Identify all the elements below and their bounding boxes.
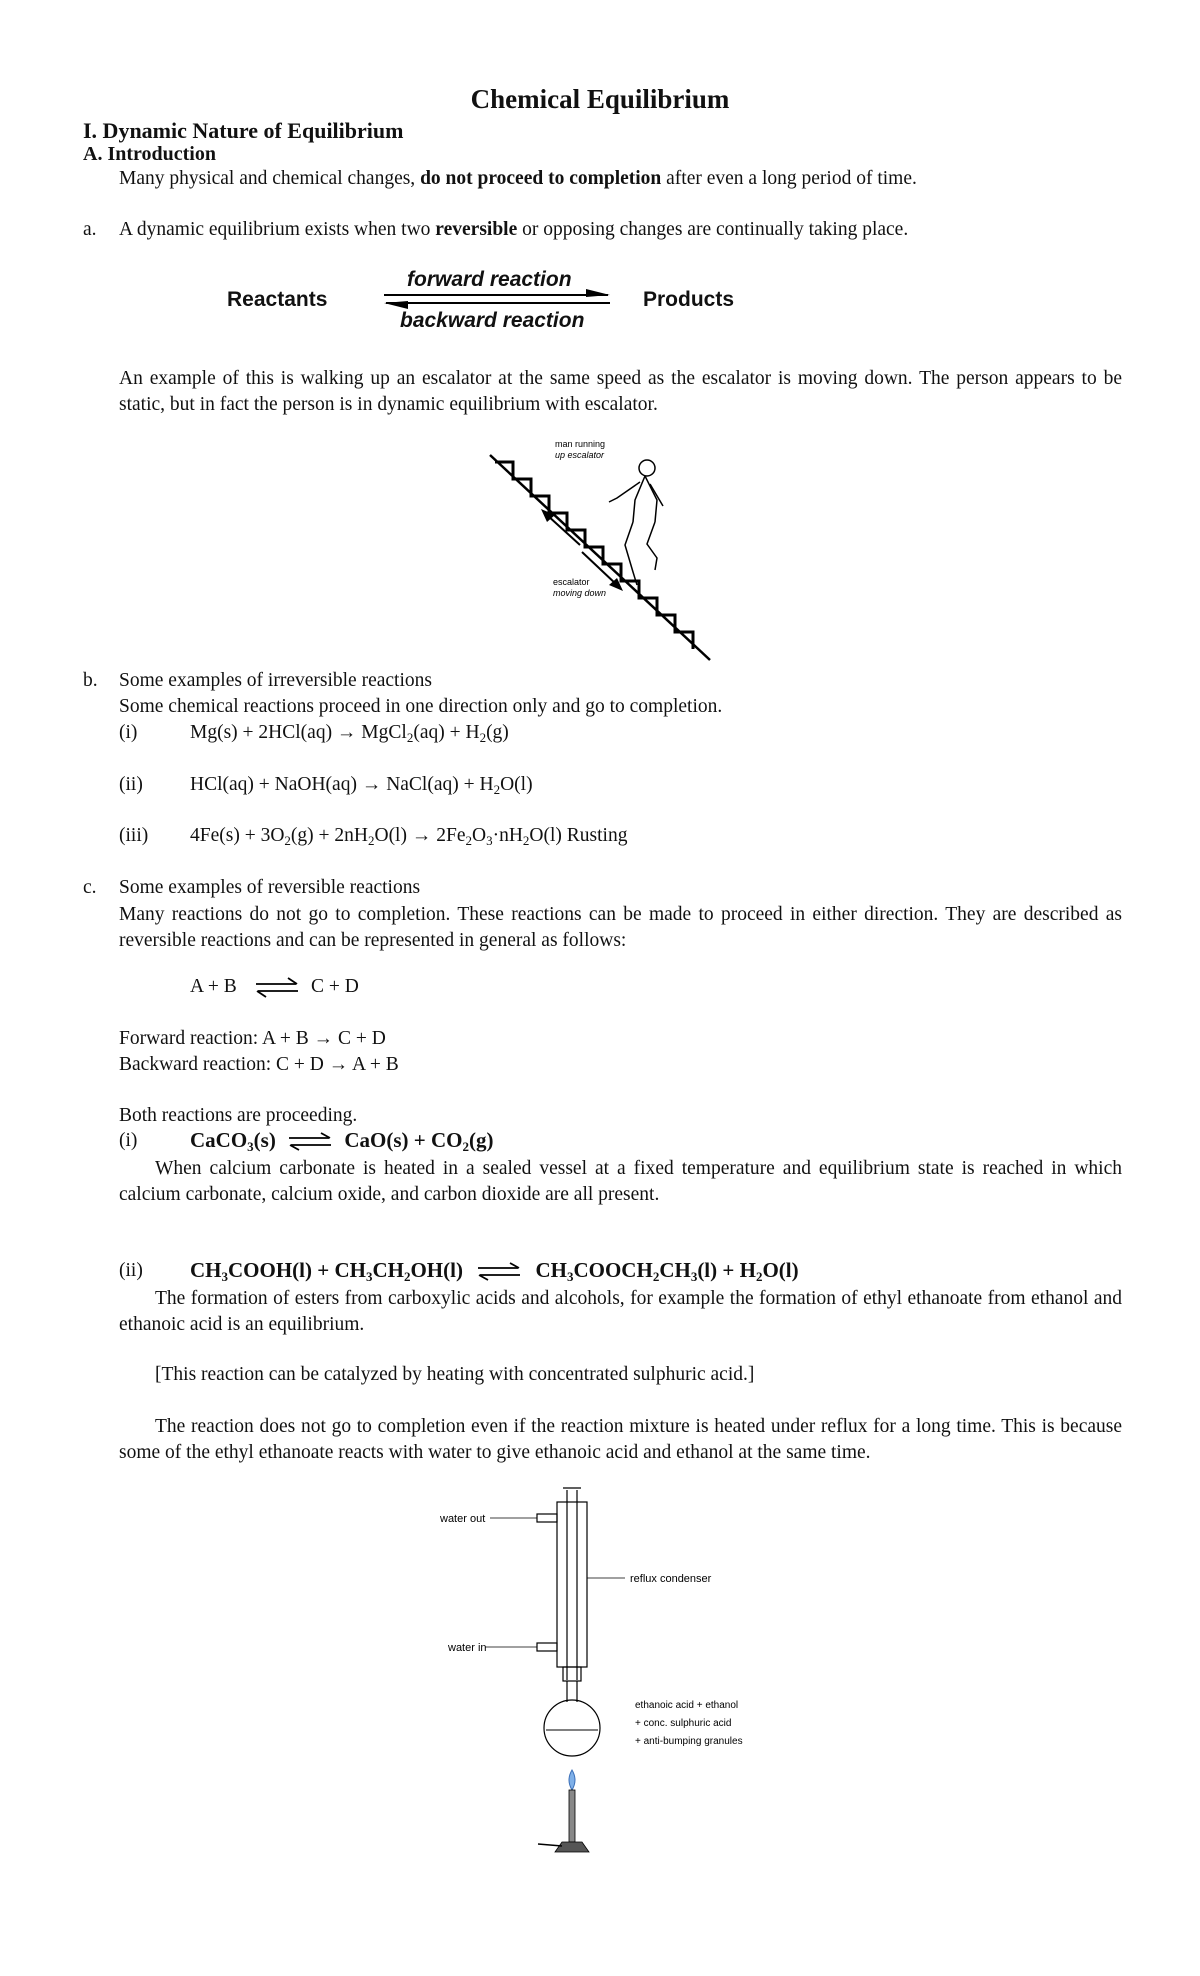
- point-c-marker: c.: [83, 877, 97, 898]
- contents-label-3: + anti-bumping granules: [635, 1736, 743, 1747]
- example-ii-note: [This reaction can be catalyzed by heating with concentrated sulphuric acid.]: [155, 1364, 755, 1385]
- forward-reaction-label: forward reaction: [407, 268, 572, 291]
- both-reactions-line: Both reactions are proceeding.: [119, 1105, 358, 1126]
- example-ii-arrows: [476, 1262, 522, 1282]
- intro-text: [119, 168, 917, 190]
- irreversible-reaction-2: HCl(aq) + NaOH(aq) → NaCl(aq) + $H_2O(l)$: [190, 774, 533, 797]
- point-a-marker: a.: [83, 219, 97, 240]
- forward-reaction-line: Forward reaction: A + B → C + D: [119, 1028, 386, 1049]
- backward-reaction-line: Backward reaction: C + D → A + B: [119, 1054, 399, 1075]
- svg-text:up escalator: up escalator: [555, 450, 605, 460]
- intro-text-bold: do not proceed to completion: [420, 168, 662, 189]
- intro-text-post: after even a long period of time.: [661, 168, 917, 189]
- example-i-equation: CaCO$_3$(s) $CaO(s) + CO_2(g)$: [190, 1128, 494, 1154]
- equilibrium-arrows: [380, 288, 615, 310]
- water-in-label: water in: [448, 1642, 487, 1654]
- point-a-post: or opposing changes are continually taking place.: [517, 219, 909, 240]
- svg-text:moving down: moving down: [553, 588, 607, 598]
- svg-text:man running: man running: [555, 440, 606, 449]
- reflux-figure: [430, 1480, 770, 1880]
- general-left: A + B: [190, 976, 237, 997]
- condenser-label: reflux condenser: [630, 1573, 712, 1585]
- example-i-arrows: [287, 1132, 333, 1152]
- general-right: C + D: [311, 976, 359, 997]
- point-c-heading: Some examples of reversible reactions: [119, 877, 421, 898]
- example-ii-text: The formation of esters from carboxylic acids and alcohols, for example the formation of ethyl ethanoate from ethanol and ethanoic acid is an equilibrium.: [119, 1288, 1122, 1335]
- example-i-num: (i): [119, 1130, 138, 1151]
- point-c-text: Many reactions do not go to completion. These reactions can be made to proceed in either direction. They are described as reversible reactions and can be represented in general as follows:: [119, 904, 1122, 951]
- rusting-label: Rusting: [561, 825, 628, 846]
- contents-label-2: + conc. sulphuric acid: [635, 1718, 732, 1729]
- reactants-label: Reactants: [227, 288, 328, 311]
- irreversible-reaction-3: $4Fe(s) + 3O_2(g) + 2nH_2O(l) \to 2Fe_2O_3\cdot nH_2O(l)$ Rusting: [190, 825, 628, 848]
- example-ii-closing: The reaction does not go to completion even if the reaction mixture is heated under reflux for a long time. This is because some of the ethyl ethanoate reacts with water to give ethanoic acid and ethanol at the same time.: [119, 1416, 1122, 1463]
- svg-text:escalator: escalator: [553, 577, 590, 587]
- water-out-label: water out: [440, 1513, 486, 1525]
- point-a-pre: A dynamic equilibrium exists when two: [119, 219, 436, 240]
- escalator-text: An example of this is walking up an escalator at the same speed as the escalator is moving down. The person appears to be static, but in fact the person is in dynamic equilibrium with escalator.: [119, 368, 1122, 415]
- point-b-heading: Some examples of irreversible reactions: [119, 670, 432, 691]
- page-title: Chemical Equilibrium: [470, 84, 730, 114]
- general-equilibrium-arrows: [254, 976, 300, 998]
- section-heading: I. Dynamic Nature of Equilibrium: [83, 118, 404, 143]
- point-a-text: [119, 219, 908, 241]
- point-b-marker: b.: [83, 670, 98, 691]
- point-a-bold: reversible: [435, 219, 518, 240]
- intro-text-pre: Many physical and chemical changes,: [119, 168, 421, 189]
- backward-reaction-label: backward reaction: [400, 309, 585, 332]
- example-ii-num: (ii): [119, 1260, 143, 1281]
- irreversible-reaction-2-num: (ii): [119, 774, 143, 795]
- subsection-heading: A. Introduction: [83, 143, 216, 165]
- example-i-text: When calcium carbonate is heated in a sealed vessel at a fixed temperature and equilibrium state is reached in which calcium carbonate, calcium oxide, and carbon dioxide are all present.: [119, 1158, 1122, 1205]
- products-label: Products: [643, 288, 735, 311]
- escalator-figure: [485, 440, 760, 665]
- irreversible-reaction-3-num: (iii): [119, 825, 149, 846]
- example-ii-equation: $CH_3COOH(l) + CH_3CH_2OH(l)$ $CH_3COOCH_2CH_3(l) + H_2O(l)$: [190, 1258, 799, 1284]
- irreversible-reaction-1: Mg(s) + 2HCl(aq) → MgCl$_2$(aq) + $H_2(g)$: [190, 722, 509, 745]
- contents-label-1: ethanoic acid + ethanol: [635, 1700, 739, 1711]
- irreversible-reaction-1-num: (i): [119, 722, 138, 743]
- point-b-text: Some chemical reactions proceed in one direction only and go to completion.: [119, 696, 723, 717]
